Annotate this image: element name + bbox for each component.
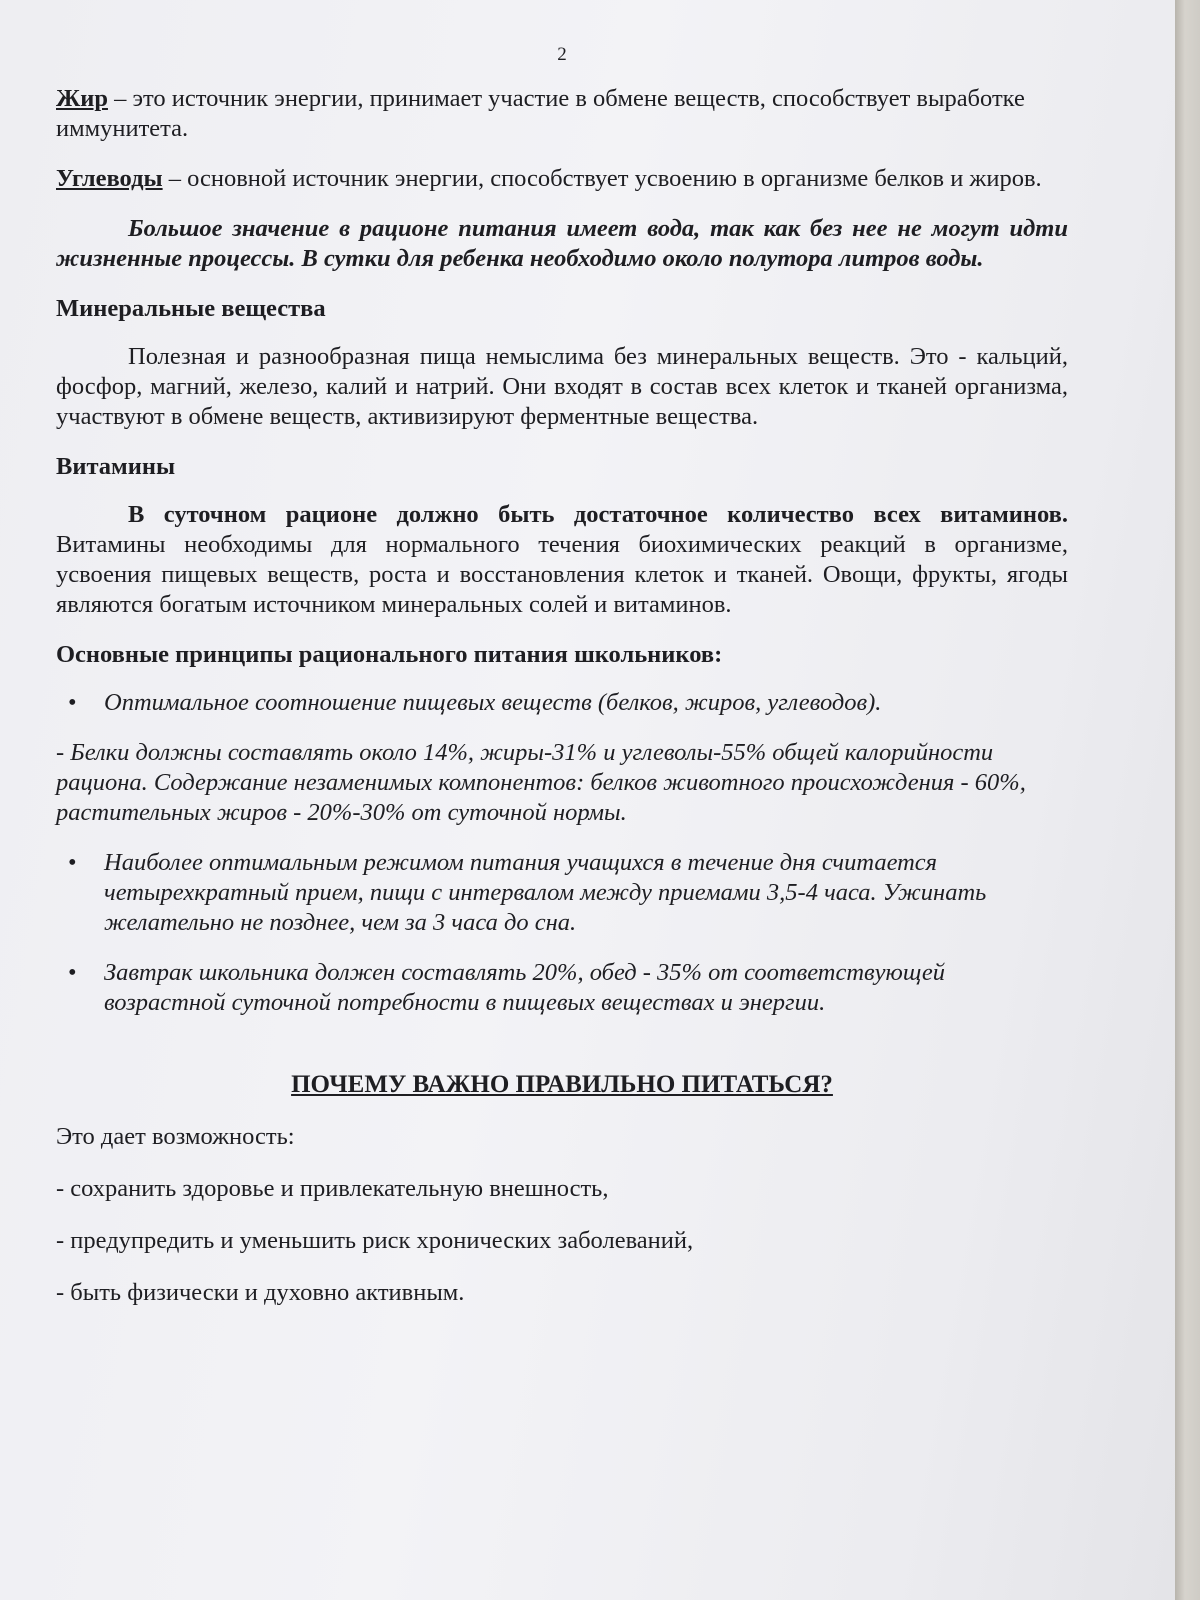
bullet-icon: • <box>68 959 77 986</box>
principle-text: Завтрак школьника должен составлять 20%, обед - 35% от соответствующей возрастной суточной потребности в пищевых веществах и энергии. <box>104 959 946 1016</box>
page-edge-shadow <box>1175 0 1200 1600</box>
bullet-icon: • <box>68 689 77 716</box>
carbs-term: Углеводы <box>56 165 163 192</box>
page-content <box>56 40 1068 1330</box>
principles-list-1 <box>56 688 1068 718</box>
vitamins-text: Витамины необходимы для нормального течения биохимических реакций в организме, усвоения пищевых веществ, роста и восстановления клеток и тканей. Овощи, фрукты, ягоды являются богатым источником минеральных солей и витаминов. <box>56 531 1068 618</box>
vitamins-bold-text: В суточном рационе должно быть достаточное количество всех витаминов. <box>128 501 1068 528</box>
page-number: 2 <box>557 44 567 65</box>
why-title: ПОЧЕМУ ВАЖНО ПРАВИЛЬНО ПИТАТЬСЯ? <box>291 1071 833 1098</box>
principle-text: Оптимальное соотношение пищевых веществ (белков, жиров, углеводов). <box>104 689 882 716</box>
bullet-icon: • <box>68 849 77 876</box>
why-item: - быть физически и духовно активным. <box>56 1279 465 1306</box>
principle-item <box>56 848 1068 938</box>
carbs-paragraph <box>56 164 1068 194</box>
principle-item <box>56 958 1068 1018</box>
water-note: Большое значение в рационе питания имеет вода, так как без нее не могут идти жизненные процессы. В сутки для ребенка необходимо около полутора литров воды. <box>56 215 1068 272</box>
fat-term: Жир <box>56 85 108 112</box>
principles-note: - Белки должны составлять около 14%, жиры-31% и углеволы-55% общей калорийности рациона. Содержание незаменимых компонентов: белков животного происхождения - 60%, растительных жиров - 20%-30% от суточной нормы. <box>56 739 1026 826</box>
why-intro: Это дает возможность: <box>56 1123 295 1150</box>
why-item: - предупредить и уменьшить риск хронических заболеваний, <box>56 1227 694 1254</box>
principles-heading: Основные принципы рационального питания школьников: <box>56 641 723 668</box>
fat-paragraph <box>56 84 1068 144</box>
vitamins-heading: Витамины <box>56 453 176 480</box>
why-item: - сохранить здоровье и привлекательную внешность, <box>56 1175 609 1202</box>
vitamins-paragraph <box>56 500 1068 620</box>
minerals-heading: Минеральные вещества <box>56 295 326 322</box>
principle-text: Наиболее оптимальным режимом питания учащихся в течение дня считается четырехкратный прием, пищи с интервалом между приемами 3,5-4 часа. Ужинать желательно не позднее, чем за 3 часа до сна. <box>104 849 987 936</box>
fat-text: – это источник энергии, принимает участие в обмене веществ, способствует выработке иммунитета. <box>56 85 1025 142</box>
principles-list-2 <box>56 848 1068 1018</box>
principle-item <box>56 688 1068 718</box>
carbs-text: – основной источник энергии, способствует усвоению в организме белков и жиров. <box>162 165 1042 192</box>
minerals-paragraph: Полезная и разнообразная пища немыслима без минеральных веществ. Это - кальций, фосфор, магний, железо, калий и натрий. Они входят в состав всех клеток и тканей организма, участвуют в обмене веществ, активизируют ферментные вещества. <box>56 343 1068 430</box>
